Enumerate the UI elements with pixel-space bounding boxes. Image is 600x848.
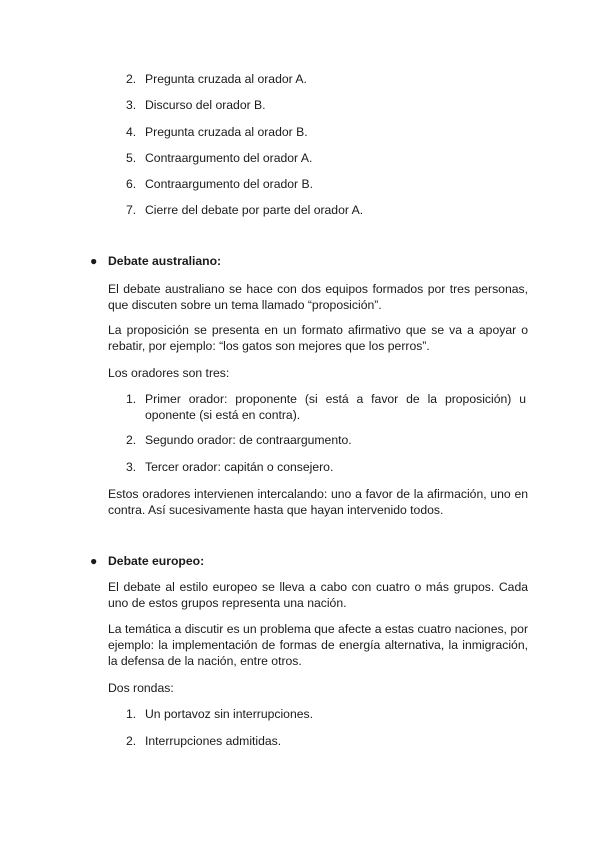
list-number: 5. (126, 151, 137, 165)
list-number: 7. (126, 203, 137, 217)
list-number: 4. (126, 125, 137, 139)
list-item (126, 391, 526, 423)
list-text: Discurso del orador B. (145, 98, 266, 112)
list-number: 1. (126, 707, 137, 721)
list-item (126, 459, 526, 475)
list-text: Un portavoz sin interrupciones. (145, 707, 314, 721)
list-number: 3. (126, 460, 137, 474)
section-heading-europeo (90, 553, 204, 569)
list-item (126, 176, 526, 192)
list-number: 2. (126, 734, 137, 748)
list-text: Pregunta cruzada al orador B. (145, 125, 308, 139)
list-number: 2. (126, 72, 137, 86)
list-item (126, 432, 526, 448)
list-item (126, 706, 526, 722)
list-text: Segundo orador: de contraargumento. (145, 433, 352, 447)
heading-text: Debate australiano: (108, 254, 222, 268)
paragraph: La proposición se presenta en un formato afirmativo que se va a apoyar o rebatir, por ejemplo: “los gatos son mejores que los perros”. (108, 323, 528, 353)
list-item (126, 733, 526, 749)
heading-text: Debate europeo: (108, 554, 205, 568)
list-number: 3. (126, 98, 137, 112)
paragraph: El debate australiano se hace con dos equipos formados por tres personas, que discuten sobre un tema llamado “proposición”. (108, 282, 528, 312)
paragraph: Estos oradores intervienen intercalando: uno a favor de la afirmación, uno en contra. Así sucesivamente hasta que hayan intervenido todos. (108, 487, 528, 517)
section-heading-australiano (90, 253, 221, 269)
list-item (126, 150, 526, 166)
paragraph: El debate al estilo europeo se lleva a cabo con cuatro o más grupos. Cada uno de estos grupos representa una nación. (108, 580, 528, 610)
list-text: Cierre del debate por parte del orador A. (145, 203, 364, 217)
list-text: Interrupciones admitidas. (145, 734, 282, 748)
list-item (126, 124, 526, 140)
list-text: Tercer orador: capitán o consejero. (145, 460, 334, 474)
list-number: 6. (126, 177, 137, 191)
list-text: Contraargumento del orador B. (145, 177, 314, 191)
bullet-icon: ● (90, 254, 98, 268)
bullet-icon: ● (90, 554, 98, 568)
paragraph: La temática a discutir es un problema que afecte a estas cuatro naciones, por ejemplo: la implementación de formas de energía alternativa, la inmigración, la defensa de la nación, entre otros. (108, 622, 528, 668)
list-text: Primer orador: proponente (si está a favor de la proposición) u oponente (si está en contra). (145, 392, 526, 422)
list-number: 1. (126, 392, 137, 406)
list-text: Pregunta cruzada al orador A. (145, 72, 307, 86)
list-text: Contraargumento del orador A. (145, 151, 313, 165)
list-item (126, 202, 526, 218)
list-item (126, 71, 526, 87)
list-item (126, 97, 526, 113)
list-number: 2. (126, 433, 137, 447)
paragraph: Los oradores son tres: (108, 366, 230, 380)
paragraph: Dos rondas: (108, 681, 174, 695)
